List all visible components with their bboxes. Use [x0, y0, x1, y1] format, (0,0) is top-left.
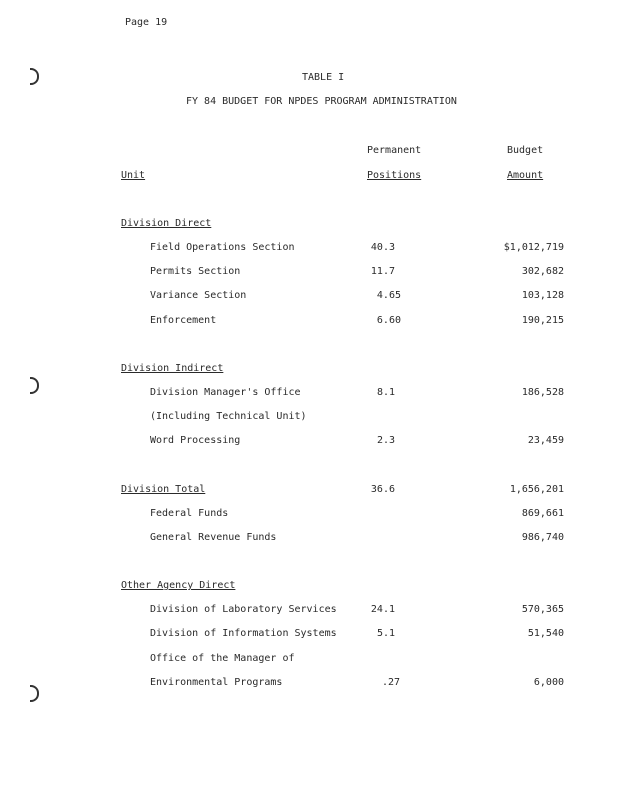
- section-heading: Other Agency Direct: [121, 580, 236, 591]
- row-amount: 186,528: [521, 387, 564, 398]
- row-amount: 190,215: [521, 315, 564, 326]
- row-label: Enforcement: [150, 315, 217, 326]
- row-positions: 40.3: [370, 242, 395, 253]
- header-budget: Budget: [507, 145, 544, 156]
- row-label: Office of the Manager of: [150, 653, 295, 664]
- row-label: Division of Information Systems: [150, 628, 337, 639]
- row-positions: 6.60: [376, 315, 401, 326]
- row-label: (Including Technical Unit): [150, 411, 307, 422]
- row-positions: 8.1: [376, 387, 395, 398]
- header-unit: Unit: [121, 170, 146, 181]
- page-label: Page 19: [125, 17, 168, 28]
- table-label: TABLE I: [302, 72, 345, 83]
- row-label: Environmental Programs: [150, 677, 283, 688]
- section-heading: Division Direct: [121, 218, 212, 229]
- section-total-positions: 36.6: [370, 484, 395, 495]
- row-amount: 570,365: [521, 604, 564, 615]
- row-amount: 869,661: [521, 508, 564, 519]
- section-heading: Division Indirect: [121, 363, 224, 374]
- row-positions: .27: [381, 677, 400, 688]
- row-label: Permits Section: [150, 266, 241, 277]
- row-amount: 51,540: [527, 628, 564, 639]
- section-heading: Division Total: [121, 484, 206, 495]
- row-amount: 302,682: [521, 266, 564, 277]
- row-label: Division of Laboratory Services: [150, 604, 337, 615]
- row-positions: 5.1: [376, 628, 395, 639]
- header-amount: Amount: [507, 170, 544, 181]
- row-positions: 4.65: [376, 290, 401, 301]
- row-positions: 11.7: [370, 266, 395, 277]
- row-positions: 24.1: [370, 604, 395, 615]
- row-label: General Revenue Funds: [150, 532, 277, 543]
- row-label: Federal Funds: [150, 508, 229, 519]
- binder-hole-top: [30, 68, 39, 85]
- binder-hole-bottom: [30, 685, 39, 702]
- row-label: Division Manager's Office: [150, 387, 301, 398]
- row-amount: $1,012,719: [503, 242, 564, 253]
- binder-hole-middle: [30, 377, 39, 394]
- row-label: Word Processing: [150, 435, 241, 446]
- row-positions: 2.3: [376, 435, 395, 446]
- row-amount: 23,459: [527, 435, 564, 446]
- row-label: Field Operations Section: [150, 242, 295, 253]
- header-permanent: Permanent: [367, 145, 422, 156]
- section-total-amount: 1,656,201: [509, 484, 564, 495]
- row-amount: 6,000: [533, 677, 564, 688]
- row-amount: 103,128: [521, 290, 564, 301]
- row-amount: 986,740: [521, 532, 564, 543]
- header-positions: Positions: [367, 170, 422, 181]
- row-label: Variance Section: [150, 290, 247, 301]
- document-title: FY 84 BUDGET FOR NPDES PROGRAM ADMINISTRATION: [186, 96, 457, 107]
